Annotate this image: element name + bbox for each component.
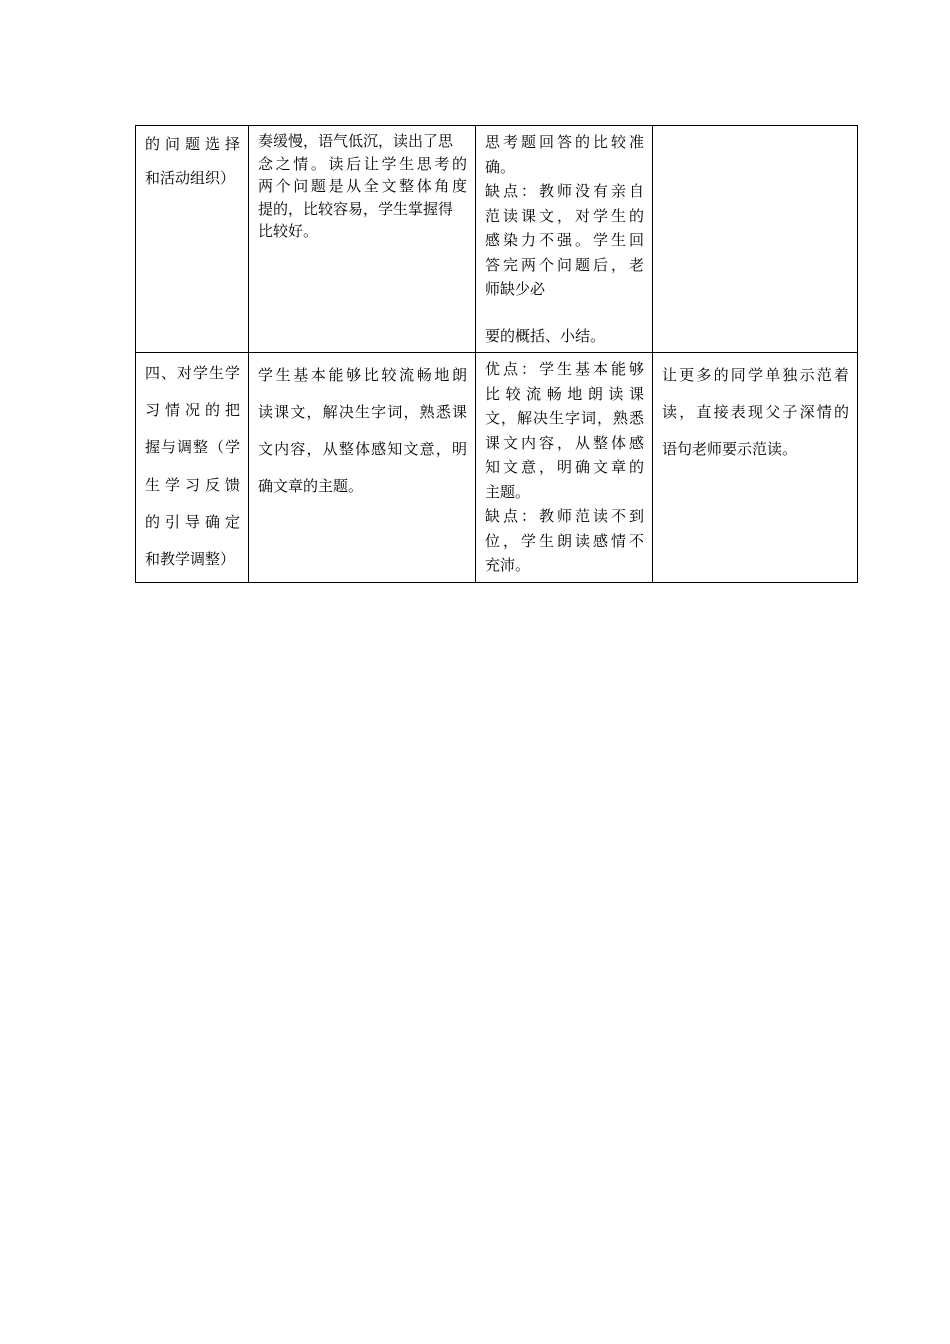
cell-line: 确。 (485, 157, 516, 176)
cell-line: 习情况的把 (145, 401, 240, 420)
cell-line: 念之情。读后让学生思考的 (258, 154, 467, 173)
cell-line: 和教学调整） (145, 550, 236, 569)
cell-situation (249, 353, 476, 583)
cell-aspect (136, 126, 249, 353)
cell-line: 确文章的主题。 (258, 477, 364, 495)
cell-line: 优点：学生基本能够 (485, 360, 644, 378)
cell-line: 读课文，解决生字词，熟悉课 (258, 403, 467, 421)
cell-line: 语句老师要示范读。 (662, 440, 798, 458)
cell-evaluation (476, 353, 653, 583)
cell-line: 两个问题是从全文整体角度 (258, 177, 467, 195)
cell-line: 生学习反馈 (145, 475, 240, 494)
cell-line: 奏缓慢，语气低沉，读出了思 (258, 132, 454, 150)
evaluation-table (135, 125, 858, 583)
cell-line: 师缺少必 (485, 280, 546, 298)
cell-line: 主题。 (485, 482, 531, 501)
cell-line: 答完两个问题后，老 (485, 255, 644, 274)
cell-line: 的引导确定 (145, 512, 240, 531)
cell-line: 让更多的同学单独示范着 (662, 366, 849, 384)
cell-line: 位，学生朗读感情不 (485, 531, 644, 550)
cell-line: 文内容，从整体感知文意，明 (258, 440, 467, 458)
cell-line: 学生基本能够比较流畅地朗 (258, 366, 467, 384)
cell-suggestion (653, 126, 858, 353)
cell-line: 握与调整（学 (145, 438, 240, 457)
cell-line: 文，解决生字词，熟悉 (485, 409, 644, 427)
cell-line: 比较好。 (258, 222, 319, 240)
cell-line: 的问题选择 (145, 135, 240, 153)
cell-line: 提的，比较容易，学生掌握得 (258, 199, 454, 218)
cell-line: 缺点：教师范读不到 (485, 507, 644, 525)
cell-line: 范读课文，对学生的 (485, 206, 644, 225)
cell-line: 四、对学生学 (145, 364, 240, 382)
cell-evaluation (476, 126, 653, 353)
cell-line: 读，直接表现父子深情的 (662, 403, 849, 421)
cell-line: 缺点：教师没有亲自 (485, 182, 644, 200)
cell-line: 课文内容，从整体感 (485, 433, 644, 452)
table-row (136, 126, 858, 353)
cell-line: 感染力不强。学生回 (485, 231, 644, 249)
cell-line: 和活动组织） (145, 169, 236, 187)
cell-suggestion (653, 353, 858, 583)
cell-line: 充沛。 (485, 556, 531, 574)
cell-situation (249, 126, 476, 353)
cell-aspect (136, 353, 249, 583)
line-gap (485, 302, 644, 324)
cell-line: 思考题回答的比较准 (485, 133, 644, 151)
cell-line: 知文意，明确文章的 (485, 458, 644, 476)
cell-line: 要的概括、小结。 (485, 326, 606, 345)
cell-line: 比较流畅地朗读课 (485, 384, 644, 403)
table-row (136, 353, 858, 583)
